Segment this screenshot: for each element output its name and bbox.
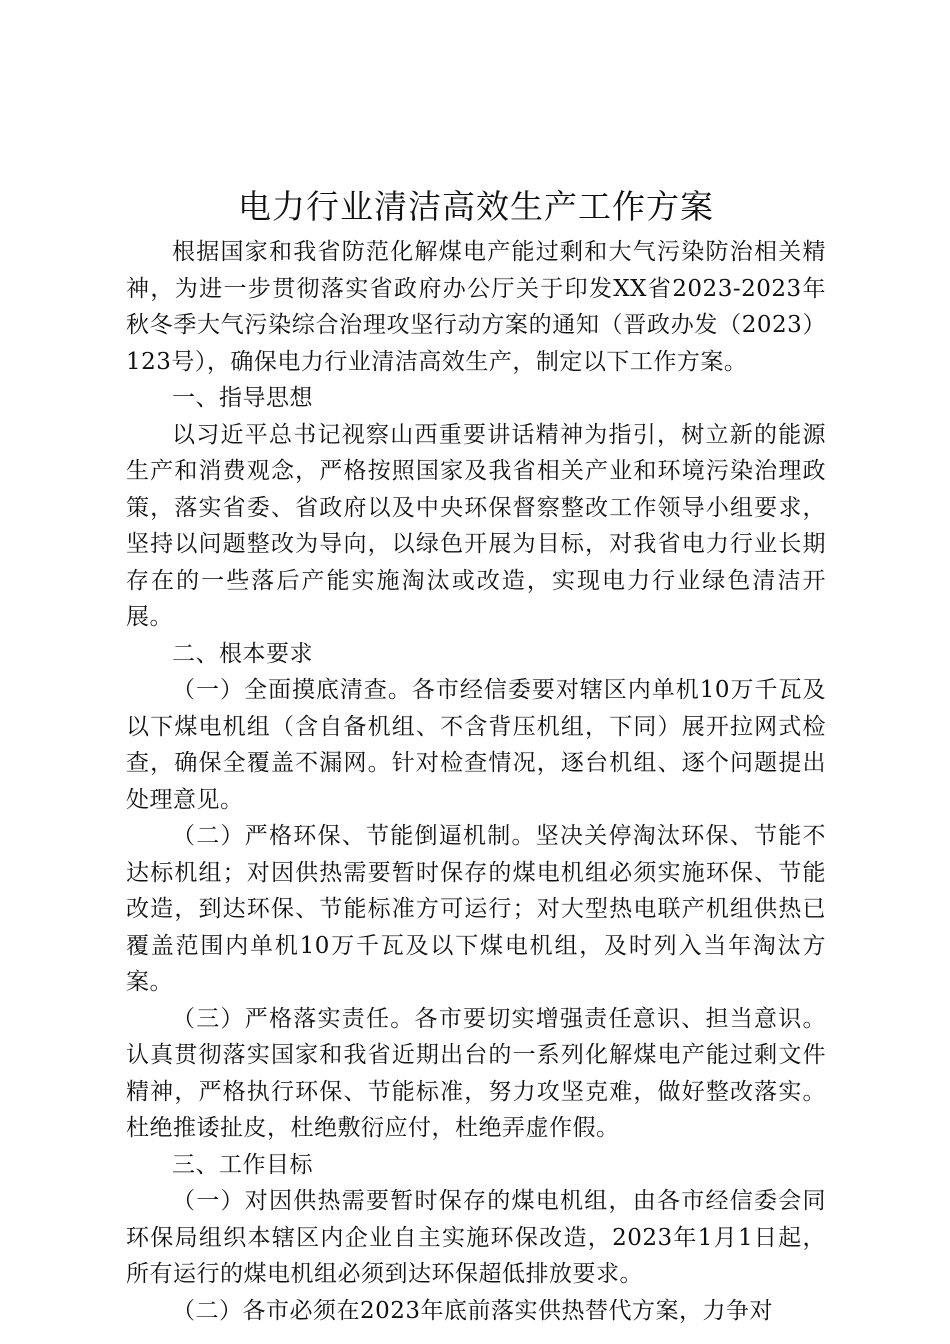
- document-page: [126, 180, 826, 1329]
- goal-item-2: （二）各市必须在2023年底前落实供热替代方案，力争对: [172, 1297, 774, 1324]
- section-heading-work-goals: 三、工作目标: [172, 1151, 313, 1178]
- section-heading-basic-requirements: 二、根本要求: [172, 640, 313, 667]
- section-body-guiding-thought: 以习近平总书记视察山西重要讲话精神为指引，树立新的能源生产和消费观念，严格按照国家及我省相关产业和环境污染治理政策，落实省委、省政府以及中央环保督察整改工作领导小组要求，坚持以问题整改为导向，以绿色开展为目标，对我省电力行业长期存在的一些落后产能实施淘汰或改造，实现电力行业绿色清洁开展。: [126, 421, 826, 630]
- requirement-item-1: （一）全面摸底清查。各市经信委要对辖区内单机10万千瓦及以下煤电机组（含自备机组、不含背压机组，下同）展开拉网式检查，确保全覆盖不漏网。针对检查情况，逐台机组、逐个问题提出处理意见。: [126, 677, 826, 813]
- goal-item-1: （一）对因供热需要暂时保存的煤电机组，由各市经信委会同环保局组织本辖区内企业自主实施环保改造，2023年1月1日起，所有运行的煤电机组必须到达环保超低排放要求。: [126, 1188, 826, 1287]
- requirement-item-2: （二）严格环保、节能倒逼机制。坚决关停淘汰环保、节能不达标机组；对因供热需要暂时保存的煤电机组必须实施环保、节能改造，到达环保、节能标准方可运行；对大型热电联产机组供热已覆盖范围内单机10万千瓦及以下煤电机组，及时列入当年淘汰方案。: [126, 823, 826, 995]
- document-title: 电力行业清洁高效生产工作方案: [238, 187, 714, 226]
- section-heading-guiding-thought: 一、指导思想: [172, 385, 313, 411]
- requirement-item-3: （三）严格落实责任。各市要切实增强责任意识、担当意识。认真贯彻落实国家和我省近期出台的一系列化解煤电产能过剩文件精神，严格执行环保、节能标准，努力攻坚克难，做好整改落实。杜绝推诿扯皮，杜绝敷衍应付，杜绝弄虚作假。: [126, 1005, 826, 1141]
- intro-paragraph: 根据国家和我省防范化解煤电产能过剩和大气污染防治相关精神，为进一步贯彻落实省政府办公厅关于印发XX省2023-2023年秋冬季大气污染综合治理攻坚行动方案的通知（晋政办发（2023）123号），确保电力行业清洁高效生产，制定以下工作方案。: [126, 239, 826, 375]
